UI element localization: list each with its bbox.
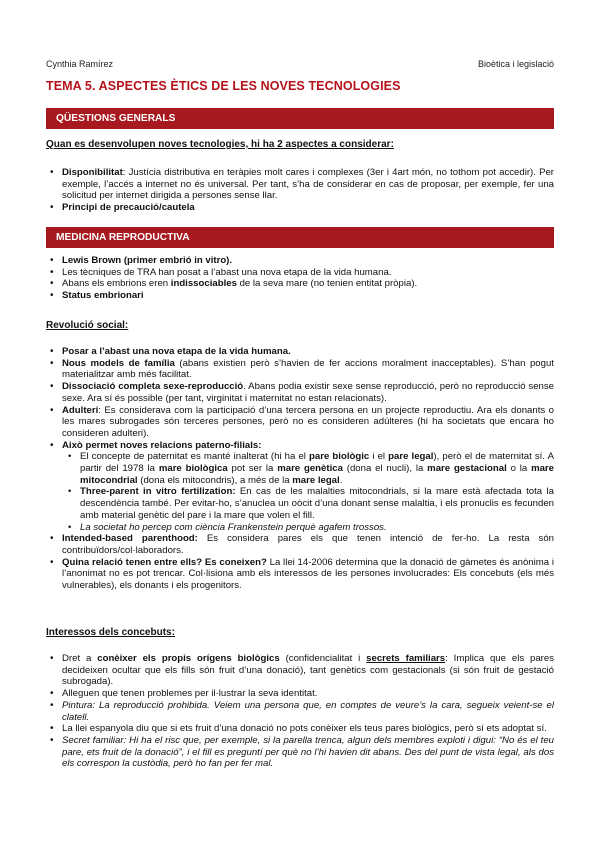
item-bold: Adulteri (62, 404, 99, 416)
item-bold-underline: secrets familiars (366, 653, 446, 664)
list-item (62, 405, 554, 440)
item-bold: mare biològica (158, 463, 228, 475)
item-bold: Three-parent in vitro fertilization: (80, 486, 236, 498)
header-author: Cynthia Ramírez (46, 59, 114, 69)
revolution-subheading: Revolució social: (46, 320, 129, 331)
item-text: (abans existien però s’havien de fer accions moralment inacceptables). S’han pogut materialitzar amb més facilitat. (62, 357, 554, 381)
list-item (62, 688, 554, 700)
list-item (62, 278, 554, 290)
revolution-list (62, 346, 554, 592)
item-bold: Lewis Brown (primer embrió in vitro). (62, 255, 233, 266)
list-item (62, 700, 554, 723)
item-text: Abans els embrions eren (62, 278, 171, 290)
list-item (62, 381, 554, 404)
item-text: Es considera pares els que tenen intenció de fer-ho. La resta són contribuïdors/col·laboradors. (62, 533, 555, 556)
item-text: La llei 14-2006 determina que la donació de gàmetes és anònima i l’anonimat no es pot trencar. Col·lisiona amb els interessos de les persones involucrades: Els concebuts (els més vulnerables), els donants i els progenitors. (62, 556, 554, 592)
item-text: ), però el de maternitat sí. A partir del 1978 la (80, 451, 554, 475)
paterno-filial-sublist (80, 451, 554, 533)
list-item (62, 255, 554, 267)
item-text: o la (506, 463, 532, 475)
sublist-item (80, 451, 554, 486)
item-bold: Això permet noves relacions paterno-filials: (62, 439, 262, 451)
list-item (62, 267, 554, 279)
item-text: . (339, 474, 343, 486)
item-bold: mare mitocondrial (80, 463, 554, 486)
list-item (62, 557, 554, 592)
item-text: En cas de les malalties mitocondrials, si la mare està afectada tota la descendència també. Per evitar-ho, s’anuclea un oòcit d’una donant sense malaltia, i els pronuclis es fecunden amb material genètic del pare i la mare que volen el fill. (80, 486, 554, 521)
item-text: El concepte de paternitat es manté inalterat (hi ha el (80, 451, 310, 463)
page-title: TEMA 5. ASPECTES ÈTICS DE LES NOVES TECNOLOGIES (46, 79, 401, 93)
item-bold: Quina relació tenen entre ells? Es coneixen? (62, 556, 267, 568)
general-subheading: Quan es desenvolupen noves tecnologies, hi ha 2 aspectes a considerar: (46, 139, 394, 150)
list-item (62, 723, 554, 735)
item-bold: pare biològic (309, 451, 370, 463)
sublist-item (80, 486, 554, 521)
item-bold: conèixer els propis orígens biològics (97, 653, 280, 664)
item-text: La llei espanyola diu que si ets fruit d’una donació no pots conèixer els teus pares biològics, però sí ets adoptat sí. (62, 723, 547, 735)
item-italic: La societat ho percep com ciència Frankenstein perquè agafem trossos. (80, 521, 387, 533)
item-text: i el (369, 451, 389, 463)
item-bold: Intended-based parenthood: (62, 533, 198, 545)
item-bold: mare gestacional (427, 463, 507, 475)
item-bold: indissociables (170, 278, 237, 290)
item-bold: Disponibilitat (62, 167, 123, 178)
list-item (62, 167, 554, 202)
section-heading-repro: MEDICINA REPRODUCTIVA (46, 227, 554, 248)
item-text: : Implica que els pares decideixen ocultar que els fills són fruit d’una donació), tant genètics com gestacionals (si són fruit de gestació subrogada). (62, 653, 555, 688)
interests-subheading: Interessos dels concebuts: (46, 627, 175, 638)
item-italic: Secret familiar: Hi ha el risc que, per exemple, si la parella trenca, algun dels membres exploti i digui: “No és el teu pare, ets fruit de la donació”, i el fill es preguntí per què no l’hi havien dit abans. Des del punt de vista legal, als dos els correspon la custòdia, però ho fan per fer mal. (62, 734, 554, 770)
item-bold: Principi de precaució/cautela (62, 202, 195, 214)
list-item (62, 440, 554, 534)
item-text: (dona els mitocondris), a més de la (137, 474, 293, 486)
list-item (62, 290, 554, 302)
section-heading-general: QÜESTIONS GENERALS (46, 108, 554, 129)
item-text: . Abans podia existir sexe sense reproducció, però no reproducció sense sexe. Ara sí és possible (per tant, virginitat i maternitat no estan relacionats). (62, 381, 555, 404)
list-item (62, 346, 554, 358)
item-bold: Dissociació completa sexe-reproducció (62, 381, 244, 393)
item-text: : Es considerava com la participació d’una tercera persona en un projecte reproductiu. Ara els donants o les mares subrogades són terceres persones, però no es consideren adúlteres (hi ha societats que encara ho consideren adulteri). (62, 404, 554, 439)
item-italic: Pintura: La reproducció prohibida. Veiem una persona que, en comptes de veure’s la cara, segueix veient-se el clatell. (62, 699, 554, 723)
list-item (62, 533, 554, 556)
repro-intro-list (62, 255, 554, 302)
item-bold: Status embrionari (62, 290, 144, 302)
item-text: pot ser la (227, 463, 278, 475)
item-text: Alleguen que tenen problemes per il·lustrar la seva identitat. (62, 688, 318, 700)
general-list (62, 167, 554, 214)
item-text: Les tècniques de TRA han posat a l’abast una nova etapa de la vida humana. (62, 266, 392, 278)
item-text: Dret a (62, 653, 98, 664)
list-item (62, 202, 554, 214)
item-bold: mare legal (292, 474, 340, 486)
item-text: de la seva mare (no tenien entitat pròpia). (236, 278, 418, 290)
item-text: (confidencialitat i (279, 653, 367, 664)
item-bold: Posar a l’abast una nova etapa de la vida humana. (62, 346, 291, 357)
list-item (62, 358, 554, 381)
list-item (62, 735, 554, 770)
sublist-item (80, 522, 554, 534)
header-subject: Bioètica i legislació (477, 59, 554, 69)
list-item (62, 653, 554, 688)
item-bold: pare legal (388, 451, 434, 463)
item-bold: Nous models de família (62, 357, 175, 369)
item-bold: mare genètica (277, 463, 343, 475)
item-text: : Justícia distributiva en teràpies molt cares i complexes (3er i 4art món, no tothom pot accedir). Per exemple, l’accés a internet no és universal. Per tant, s’ha de considerar en cas de proposar, per exemple, fer una solicitud per internet dirigida a persones sense llar. (62, 167, 554, 202)
interests-list (62, 653, 554, 770)
item-text: (dona el nucli), la (342, 463, 428, 475)
